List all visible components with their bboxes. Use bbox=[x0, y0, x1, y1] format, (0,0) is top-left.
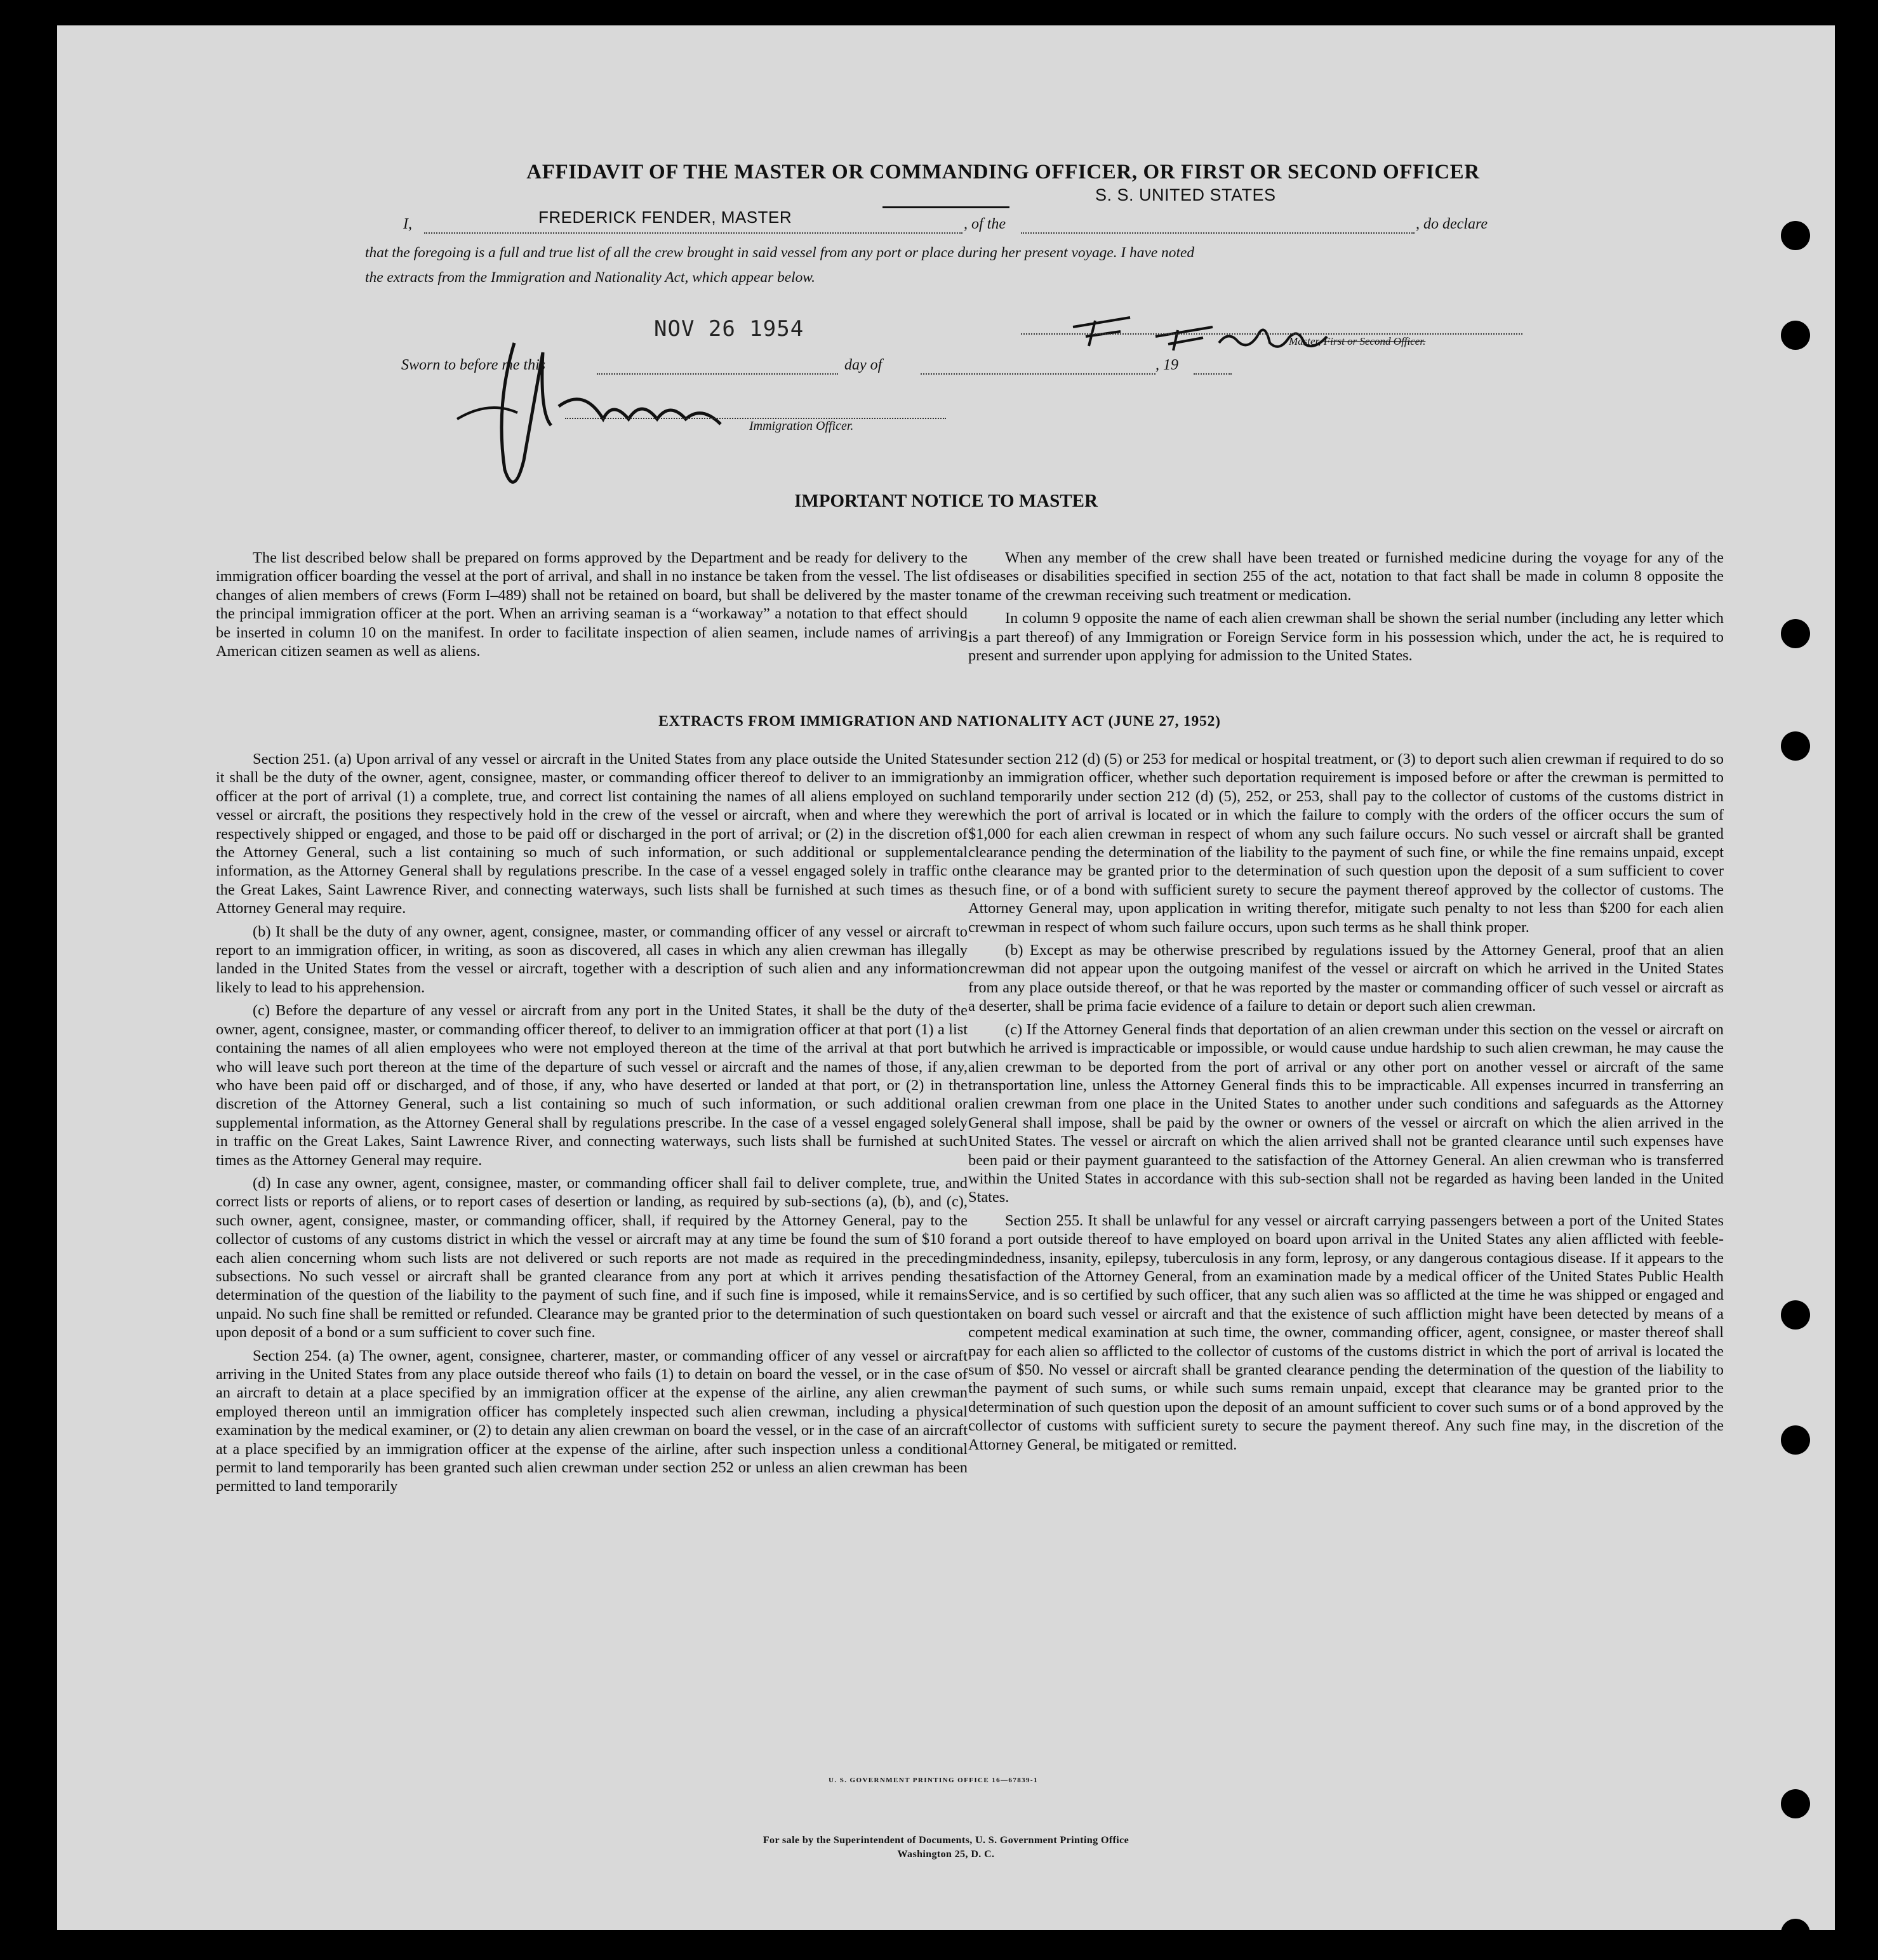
section-251-a: Section 251. (a) Upon arrival of any vessel or aircraft in the United States from any place outside the United States it shall be the duty of the owner, agent, consignee, master, or commanding officer thereof to deliver to an immigration officer at the port of arrival (1) a complete, true, and correct list containing the names of all aliens employed on such vessel or aircraft, the positions they respectively hold in the crew of the vessel or aircraft, when and where they were respectively shipped or engaged, and those to be paid off or discharged in the port of arrival; or (2) in the discretion of the Attorney General, such a list containing so much of such information, or such additional or supplemental information, as the Attorney General shall by regulations prescribe. In the case of a vessel engaged solely in traffic on the Great Lakes, Saint Lawrence River, and connecting waterways, such lists shall be furnished at such times as the Attorney General may require. bbox=[216, 750, 968, 917]
immigration-officer-label: Immigration Officer. bbox=[749, 419, 854, 433]
year-prefix-label: , 19 bbox=[1155, 357, 1178, 373]
notice-heading: IMPORTANT NOTICE TO MASTER bbox=[794, 491, 1098, 511]
section-254-c: (c) If the Attorney General finds that deportation of an alien crewman under this section on the vessel or aircraft on which he arrived is impracticable or impossible, or would cause undue hardship to such alien crewman, he may cause the alien crewman to be deported from the port of arrival or any other port on another vessel or aircraft of the same transportation line, unless the Attorney General finds this to be impracticable. All expenses incurred in transferring an alien crewman from one place in the United States to another under such conditions and safeguards as the Attorney General shall impose, shall be paid by the owner or owners of the vessel or aircraft on which the alien arrived in the United States. The vessel or aircraft on which the alien arrived shall not be granted clearance until such expenses have been paid or their payment guaranteed to the satisfaction of the Attorney General. An alien crewman who is transferred within the United States in accordance with this sub-section shall not be regarded as having been landed in the United States. bbox=[968, 1020, 1724, 1206]
punch-hole bbox=[1781, 731, 1810, 761]
punch-hole bbox=[1781, 1425, 1810, 1455]
punch-hole bbox=[1781, 221, 1810, 250]
master-signature-blank bbox=[1021, 333, 1522, 335]
master-title: Master, bbox=[1289, 335, 1321, 347]
affidavit-i-label: I, bbox=[403, 216, 412, 232]
notice-left-paragraph: The list described below shall be prepared on forms approved by the Department and be ready for delivery to the immigration officer boarding the vessel at the port of arrival, and shall in no instance be taken from the vessel. The list of changes of alien members of crews (Form I–489) shall not be retained on board, but shall be delivered by the master to the principal immigration officer at the port. When an arriving seaman is a “workaway” a notation to that effect should be inserted in column 10 on the manifest. In order to facilitate inspection of alien seamen, include names of arriving American citizen seamen as well as aliens. bbox=[216, 549, 968, 660]
declaration-line-1: that the foregoing is a full and true list of all the crew brought in said vessel from any port or place during her present voyage. I have noted bbox=[365, 244, 1195, 261]
struck-officer-title: First or Second Officer. bbox=[1323, 335, 1426, 347]
sworn-year-blank bbox=[1194, 373, 1232, 375]
notice-left-column bbox=[216, 549, 968, 665]
immigration-officer-signature-image bbox=[438, 324, 768, 502]
date-stamp: NOV 26 1954 bbox=[654, 316, 804, 342]
section-254-a-continued: under section 212 (d) (5) or 253 for medical or hospital treatment, or (3) to deport such alien crewman if required to do so by an immigration officer, whether such deportation requirement is imposed before or after the crewman is permitted to land temporarily under section 212 (d) (5), 252, or 253, shall pay to the collector of customs of the customs district in which the port of arrival is located or in which the failure to comply with the orders of the officer occurs the sum of $1,000 for each alien crewman in respect of whom any such failure occurs. No such vessel or aircraft shall be granted clearance pending the determination of the liability to the payment of such fine, or while the fine remains unpaid, except the clearance may be granted prior to the determination of such question upon the deposit of a sum sufficient to cover such fine, or of a bond with sufficient surety to secure the payment thereof approved by the collector of customs. The Attorney General may, upon application in writing therefor, mitigate such penalty to not less than $200 for each alien crewman in respect of whom such failure occurs, upon such terms as he shall think proper. bbox=[968, 750, 1724, 936]
notice-right-paragraph-2: In column 9 opposite the name of each alien crewman shall be shown the serial number (including any letter which is a part thereof) of any Immigration or Foreign Service form in his possession which, under the act, he is required to present and surrender upon applying for admission to the United States. bbox=[968, 610, 1724, 665]
section-254-a: Section 254. (a) The owner, agent, consignee, charterer, master, or commanding officer of any vessel or aircraft arriving in the United States from any place outside thereof who fails (1) to detain on board the vessel, or in the case of an aircraft to detain at a place specified by an immigration officer at the expense of the airline, any alien crewman employed thereon until an immigration officer has completely inspected such alien crewman, including a physical examination by the medical examiner, or (2) to detain any alien crewman on board the vessel, or in the case of an aircraft at a place specified by an immigration officer at the expense of the airline, after such inspection unless a conditional permit to land temporarily has been granted such alien crewman under section 252 or unless an alien crewman has been permitted to land temporarily bbox=[216, 1347, 968, 1495]
title-divider bbox=[882, 206, 1009, 208]
for-sale-line-1: For sale by the Superintendent of Documents, U. S. Government Printing Office bbox=[763, 1835, 1129, 1846]
do-declare-label: , do declare bbox=[1416, 216, 1488, 232]
extracts-left-column bbox=[216, 750, 968, 1500]
affidavit-title: AFFIDAVIT OF THE MASTER OR COMMANDING OFFICER, OR FIRST OR SECOND OFFICER bbox=[526, 161, 1480, 183]
for-sale-line-2: Washington 25, D. C. bbox=[897, 1849, 995, 1860]
declaration-line-2: the extracts from the Immigration and Nationality Act, which appear below. bbox=[365, 269, 816, 286]
punch-hole bbox=[1781, 1300, 1810, 1330]
vessel-blank bbox=[1021, 232, 1415, 234]
section-254-b: (b) Except as may be otherwise prescribed by regulations issued by the Attorney General, proof that an alien crewman did not appear upon the outgoing manifest of the vessel or aircraft on which he arrived in the United States from any place outside thereof, or that he was reported by the master or commanding officer of such vessel or aircraft as a deserter, shall be prima facie evidence of a failure to detain or deport such alien crewman. bbox=[968, 942, 1724, 1015]
vessel-name-filled: S. S. UNITED STATES bbox=[1095, 185, 1276, 204]
notice-right-column bbox=[968, 549, 1724, 669]
section-255: Section 255. It shall be unlawful for any vessel or aircraft carrying passengers between a port of the United States and a port outside thereof to have employed on board upon arrival in the United States any alien afflicted with feeble-mindedness, insanity, epilepsy, tuberculosis in any form, leprosy, or any dangerous contagious disease. If it appears to the satisfaction of the Attorney General, from an examination made by a medical officer of the United States Public Health Service, and is so certified by such officer, that any such alien was so afflicted at the time he was shipped or engaged and taken on board such vessel or aircraft and that the existence of such affliction might have been detected by means of a competent medical examination at such time, the owner, commanding officer, agent, consignee, or master thereof shall pay for each alien so afflicted to the collector of customs of the customs district in which the port of arrival is located the sum of $50. No vessel or aircraft shall be granted clearance pending the determination of the question of the liability to the payment of such sums, or while such sums remain unpaid, except that clearance may be granted prior to the determination of such question upon the deposit of an amount sufficient to cover such sums or of a bond approved by the collector of customs with sufficient surety to secure the payment thereof. Any such fine may, in the discretion of the Attorney General, be mitigated or remitted. bbox=[968, 1211, 1724, 1453]
notice-right-paragraph-1: When any member of the crew shall have been treated or furnished medicine during the voyage for any of the diseases or disabilities specified in section 255 of the act, notation to that fact shall be made in column 8 opposite the name of the crewman receiving such treatment or medication. bbox=[968, 549, 1724, 604]
extracts-right-column bbox=[968, 750, 1724, 1458]
punch-hole bbox=[1781, 321, 1810, 350]
printing-office-imprint: U. S. GOVERNMENT PRINTING OFFICE 16—67839-1 bbox=[829, 1777, 1038, 1784]
section-251-d: (d) In case any owner, agent, consignee, master, or commanding officer shall fail to deliver complete, true, and correct lists or reports of aliens, or to report cases of desertion or landing, as required by sub-sections (a), (b), and (c), such owner, agent, consignee, master, or commanding officer, shall, if required by the Attorney General, pay to the collector of customs of any customs district in which the vessel or aircraft may at any time be found the sum of $10 for each alien concerning whom such lists are not delivered or such reports are not made as required in the preceding subsections. No such vessel or aircraft shall be granted clearance from any port at which it arrives pending the determination of the question of the liability to the payment of such fine, and if such fine is imposed, while it remains unpaid. No such fine shall be remitted or refunded. Clearance may be granted prior to the determination of such question upon deposit of a bond or a sum sufficient to cover such fine. bbox=[216, 1174, 968, 1342]
sworn-month-blank bbox=[921, 373, 1155, 375]
master-label bbox=[1289, 335, 1425, 348]
day-of-label: day of bbox=[844, 357, 882, 373]
section-251-c: (c) Before the departure of any vessel or aircraft from any port in the United States, it shall be the duty of the owner, agent, consignee, master, or commanding officer thereof, to deliver to an immigration officer at that port (1) a list containing the names of all alien employees who were not employed thereon at the time of the arrival at that port but who will leave such port thereon at the time of the departure of such vessel or aircraft and the names of those, if any, who have been paid off or discharged, and of those, if any, who have deserted or landed at that port, or (2) in the discretion of the Attorney General, such a list containing so much of such information, or such additional or supplemental information, as the Attorney General shall by regulations prescribe. In the case of a vessel engaged solely in traffic on the Great Lakes, Saint Lawrence River, and connecting waterways, such lists shall be furnished at such times as the Attorney General may require. bbox=[216, 1002, 968, 1169]
sworn-label: Sworn to before me this bbox=[401, 357, 546, 373]
document-page bbox=[57, 25, 1835, 1930]
name-blank bbox=[424, 232, 962, 234]
section-251-b: (b) It shall be the duty of any owner, agent, consignee, master, or commanding officer of any vessel or aircraft to report to an immigration officer, in writing, as soon as discovered, all cases in which any alien crewman has illegally landed in the United States from the vessel or aircraft, together with a description of such alien and any information likely to lead to his apprehension. bbox=[216, 923, 968, 996]
punch-hole bbox=[1781, 619, 1810, 648]
punch-hole bbox=[1781, 1919, 1810, 1948]
of-the-label: , of the bbox=[964, 216, 1006, 232]
punch-hole bbox=[1781, 1789, 1810, 1818]
extracts-heading: EXTRACTS FROM IMMIGRATION AND NATIONALITY ACT (JUNE 27, 1952) bbox=[658, 713, 1221, 730]
master-name-filled: FREDERICK FENDER, MASTER bbox=[538, 208, 792, 227]
